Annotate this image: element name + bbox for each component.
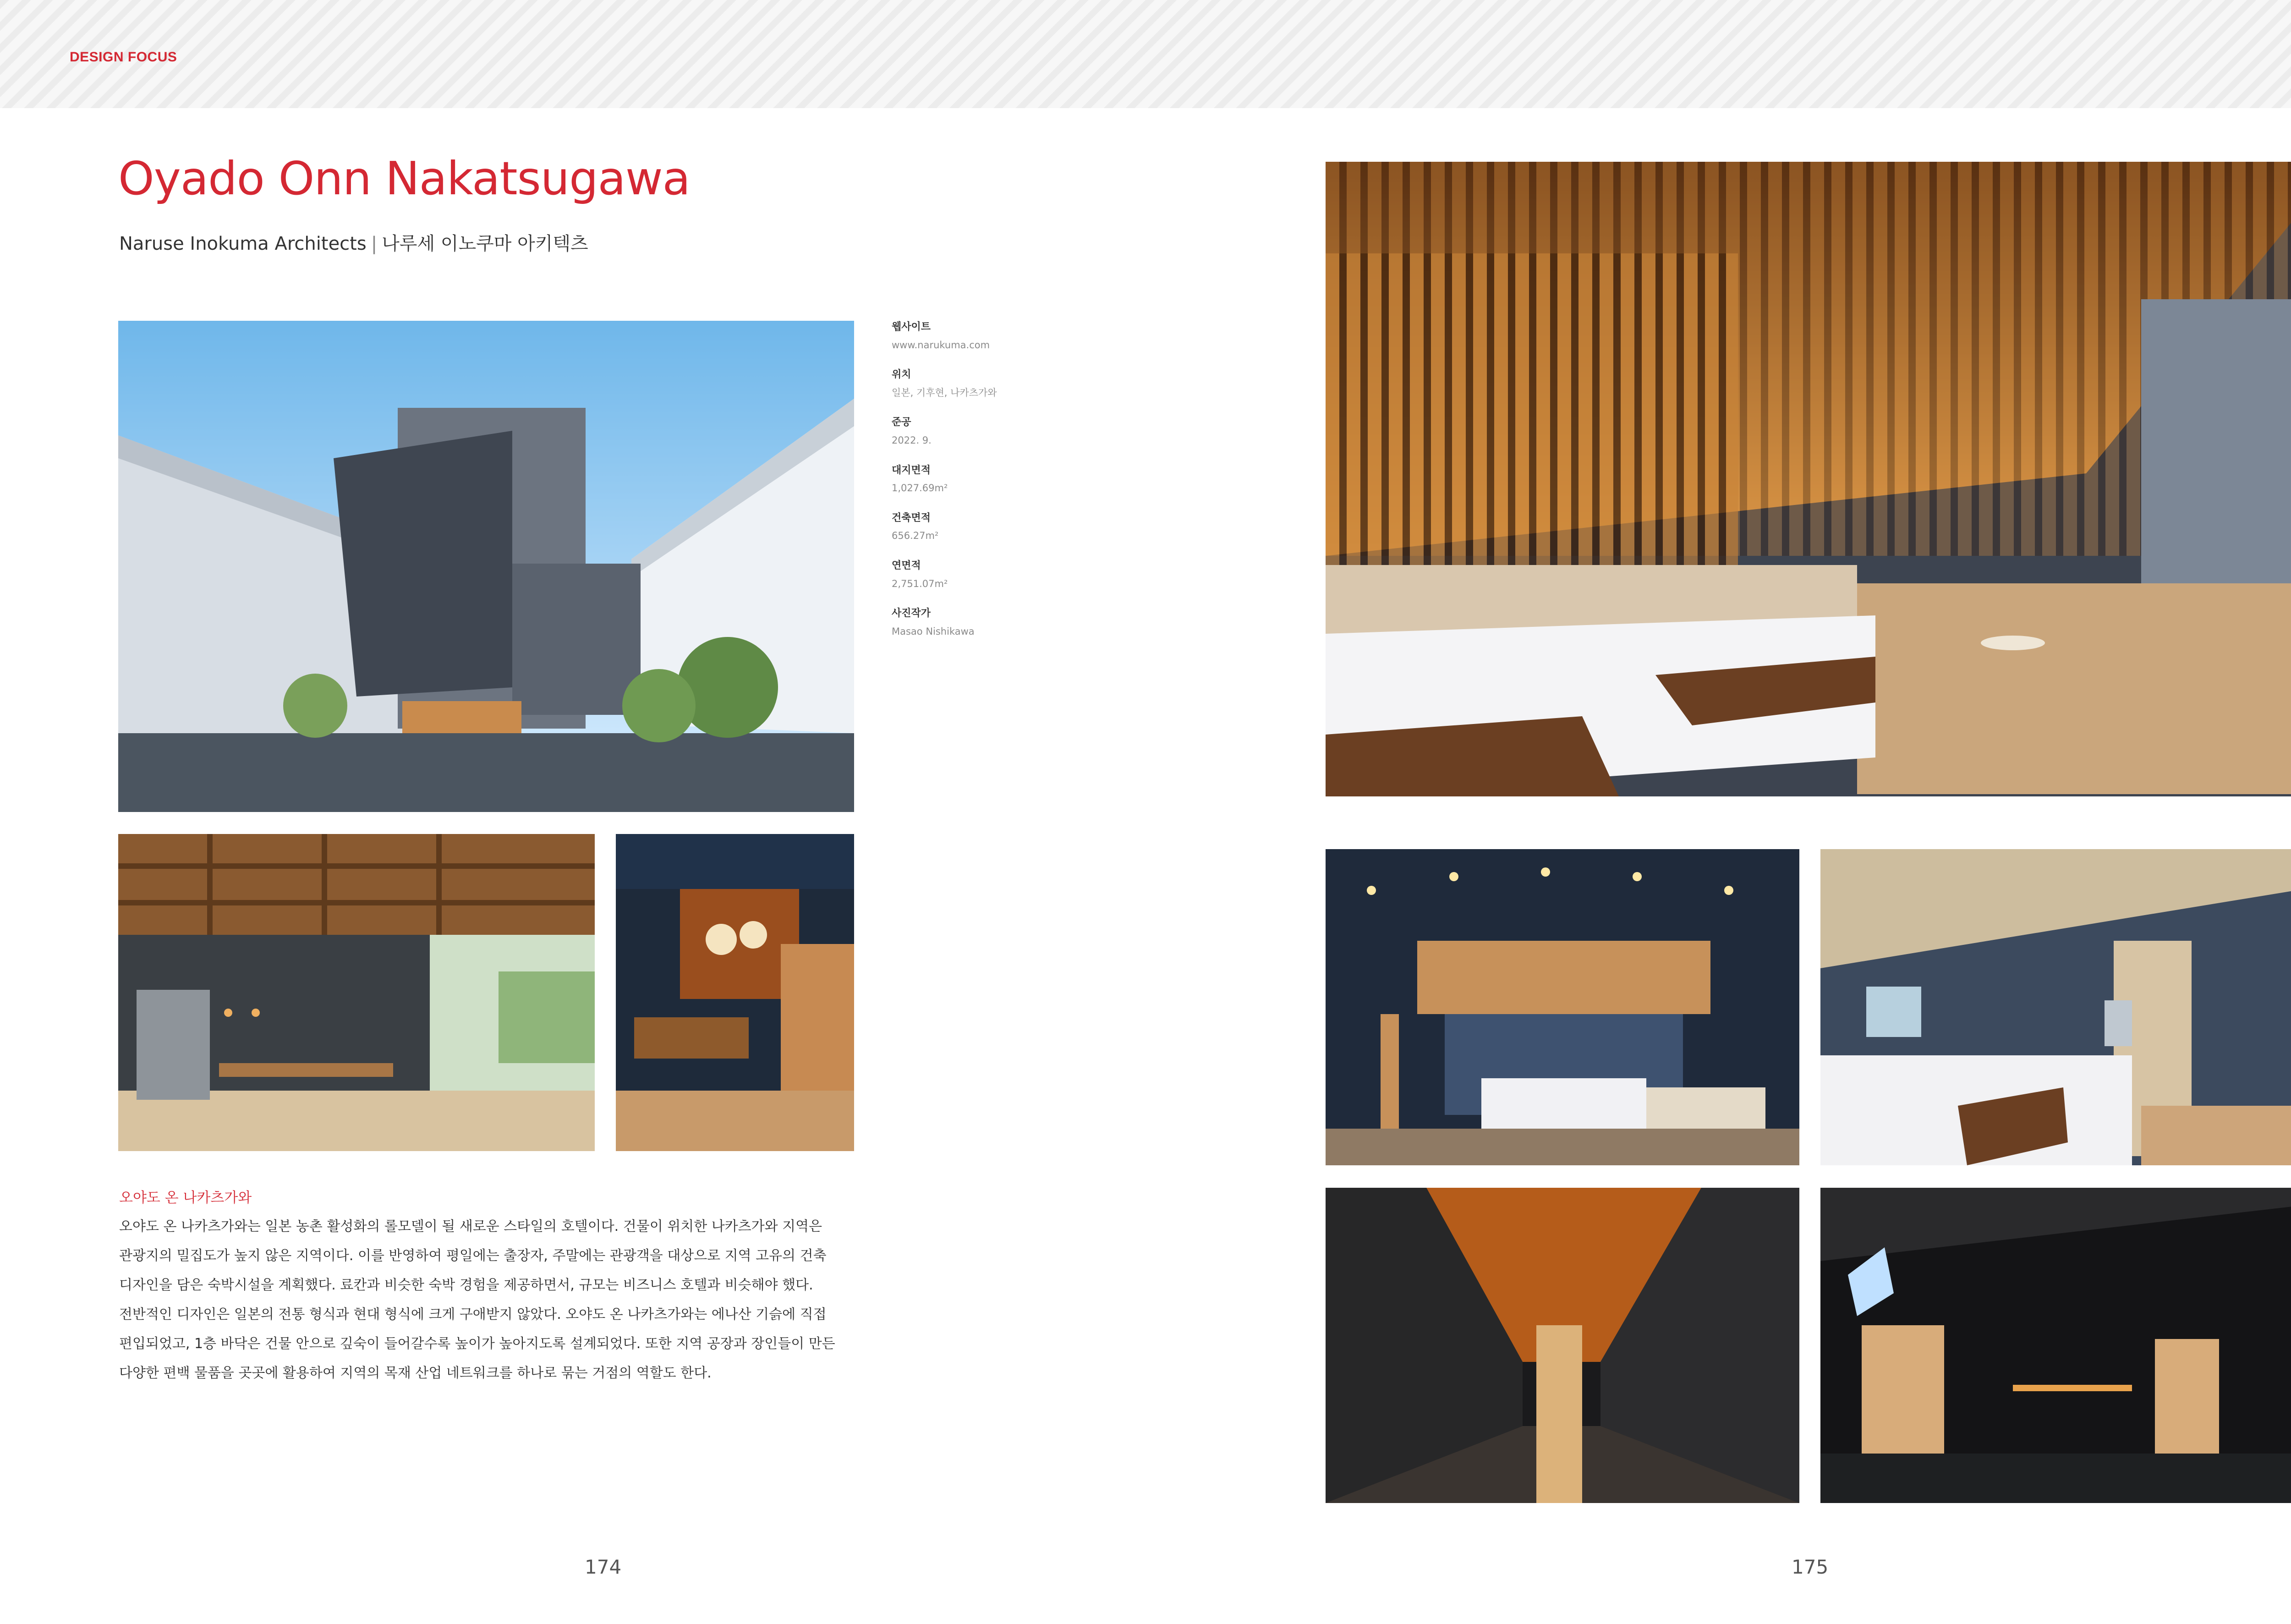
article-line: 전반적인 디자인은 일본의 전통 형식과 현대 형식에 크게 구애받지 않았다. 오야도 온 나카츠가와는 에나산 기슭에 직접 [119, 1306, 827, 1322]
project-info-panel [892, 321, 1038, 655]
info-site-area: 대지면적 1,027.69m² [892, 464, 948, 494]
architect-credit [119, 229, 588, 255]
hotel-exterior-photo [118, 321, 854, 812]
article-line: 디자인을 담은 숙박시설을 계획했다. 료칸과 비슷한 숙박 경험을 제공하면서, 규모는 비즈니스 호텔과 비슷해야 했다. [119, 1277, 813, 1293]
reception-photo [616, 834, 854, 1151]
corridor-photo [1326, 1188, 1799, 1503]
divider: | [371, 233, 378, 254]
article-body [119, 1212, 852, 1388]
architect-name-en: Naruse Inokuma Architects [119, 233, 367, 254]
project-title: Oyado Onn Nakatsugawa [118, 152, 690, 205]
section-tag: DESIGN FOCUS [70, 49, 177, 65]
architect-name-ko: 나루세 이노쿠마 아키텍츠 [382, 233, 588, 254]
article-heading: 오야도 온 나카츠가와 [119, 1190, 252, 1206]
header-band [0, 0, 2291, 108]
article-line: 오야도 온 나카츠가와는 일본 농촌 활성화의 롤모델이 될 새로운 스타일의 호텔이다. 건물이 위치한 나카츠가와 지역은 [119, 1218, 822, 1234]
bathhouse-photo [1820, 1188, 2291, 1503]
guest-room-slatted-ceiling-photo [1326, 162, 2291, 796]
info-location: 위치 일본, 기후현, 나카츠가와 [892, 369, 997, 398]
info-building-area: 건축면적 656.27m² [892, 512, 939, 542]
info-photographer: 사진작가 Masao Nishikawa [892, 608, 975, 637]
info-website: 웹사이트 www.narukuma.com [892, 321, 1038, 353]
twin-room-photo [1820, 849, 2291, 1165]
website-link[interactable]: www.narukuma.com [892, 339, 990, 351]
info-gross-floor-area: 연면적 2,751.07m² [892, 560, 948, 589]
page-number-right: 175 [1792, 1556, 1829, 1578]
loft-room-photo [1326, 849, 1799, 1165]
article-line: 관광지의 밀집도가 높지 않은 지역이다. 이를 반영하여 평일에는 출장자, 주말에는 관광객을 대상으로 지역 고유의 건축 [119, 1248, 827, 1264]
article-line: 다양한 편백 물품을 곳곳에 활용하여 지역의 목재 산업 네트워크를 하나로 묶는 거점의 역할도 한다. [119, 1365, 712, 1381]
article-line: 편입되었고, 1층 바닥은 건물 안으로 깊숙이 들어갈수록 높이가 높아지도록 설계되었다. 또한 지역 공장과 장인들이 만든 [119, 1336, 835, 1352]
info-completion: 준공 2022. 9. [892, 417, 932, 446]
lobby-dining-photo [118, 834, 595, 1151]
page-number-left: 174 [585, 1556, 622, 1578]
